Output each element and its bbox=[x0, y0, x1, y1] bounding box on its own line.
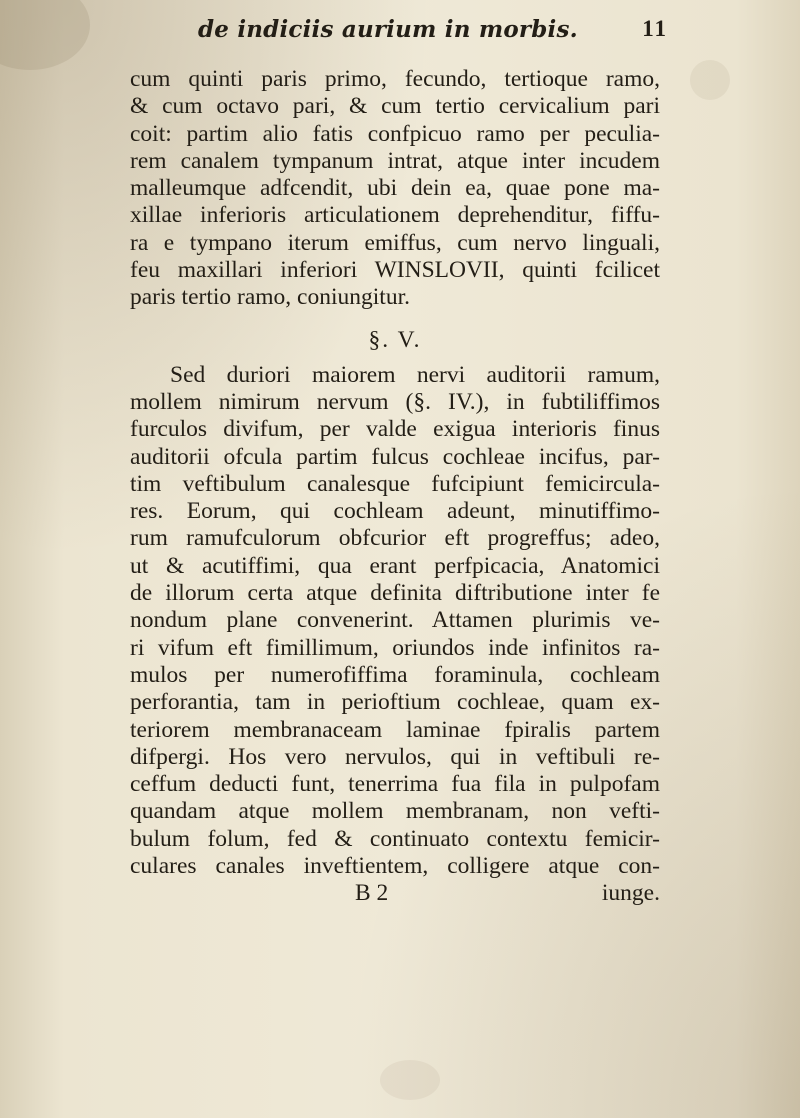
text-line: res. Eorum, qui cochleam adeunt, minutiffimo- bbox=[130, 498, 660, 525]
text-line: xillae inferioris articulationem deprehenditur, fiffu- bbox=[130, 202, 660, 229]
paper-stain bbox=[690, 60, 730, 100]
text-line: coit: partim alio fatis confpicuo ramo per peculia- bbox=[130, 120, 660, 147]
text-line: difpergi. Hos vero nervulos, qui in veftibuli re- bbox=[130, 743, 660, 770]
text-line: mulos per numerofiffima foraminula, cochleam bbox=[130, 661, 660, 688]
paragraph-2 bbox=[130, 362, 660, 881]
text-line: & cum octavo pari, & cum tertio cervicalium pari bbox=[130, 93, 660, 120]
text-line: rum ramufculorum obfcurior eft progreffus; adeo, bbox=[130, 525, 660, 552]
text-line: ut & acutiffimi, qua erant perfpicacia, Anatomici bbox=[130, 552, 660, 579]
text-line: quandam atque mollem membranam, non vefti- bbox=[130, 798, 660, 825]
text-line: furculos divifum, per valde exigua interioris finus bbox=[130, 416, 660, 443]
text-line: ri vifum eft fimillimum, oriundos inde infinitos ra- bbox=[130, 634, 660, 661]
text-line: malleumque adfcendit, ubi dein ea, quae pone ma- bbox=[130, 175, 660, 202]
text-line: teriorem membranaceam laminae fpiralis partem bbox=[130, 716, 660, 743]
text-line: auditorii ofcula partim fulcus cochleae incifus, par- bbox=[130, 443, 660, 470]
running-header bbox=[198, 16, 668, 50]
text-line: ceffum deducti funt, tenerrima fua fila in pulpofam bbox=[130, 771, 660, 798]
text-line: perforantia, tam in perioftium cochleae, quam ex- bbox=[130, 689, 660, 716]
paper-stain bbox=[380, 1060, 440, 1100]
text-line: ra e tympano iterum emiffus, cum nervo linguali, bbox=[130, 229, 660, 256]
text-line: feu maxillari inferiori WINSLOVII, quinti fcilicet bbox=[130, 257, 660, 284]
running-title: de indiciis aurium in morbis. bbox=[198, 16, 578, 43]
text-line: de illorum certa atque definita diftributione inter fe bbox=[130, 580, 660, 607]
section-heading: §. V. bbox=[368, 326, 422, 353]
text-line: cum quinti paris primo, fecundo, tertioque ramo, bbox=[130, 66, 660, 92]
page-number: 11 bbox=[642, 16, 668, 41]
text-line: culares canales inveftientem, colligere atque con- bbox=[130, 853, 660, 880]
text-line: rem canalem tympanum intrat, atque inter incudem bbox=[130, 147, 660, 174]
body-text bbox=[130, 66, 660, 908]
page-footer bbox=[130, 880, 660, 907]
text-line: bulum folum, fed & continuato contextu femicir- bbox=[130, 825, 660, 852]
text-line: paris tertio ramo, coniungitur. bbox=[130, 284, 410, 311]
catchword: iunge. bbox=[601, 880, 660, 907]
signature-mark: B 2 bbox=[355, 880, 389, 907]
text-line: Sed duriori maiorem nervi auditorii ramum, bbox=[170, 361, 660, 388]
paragraph-1 bbox=[130, 66, 660, 312]
paper-stain bbox=[0, 0, 90, 70]
text-line: tim veftibulum canalesque fufcipiunt femicircula- bbox=[130, 470, 660, 497]
text-line: nondum plane convenerint. Attamen plurimis ve- bbox=[130, 607, 660, 634]
text-line: mollem nimirum nervum (§. IV.), in fubtiliffimos bbox=[130, 388, 660, 415]
